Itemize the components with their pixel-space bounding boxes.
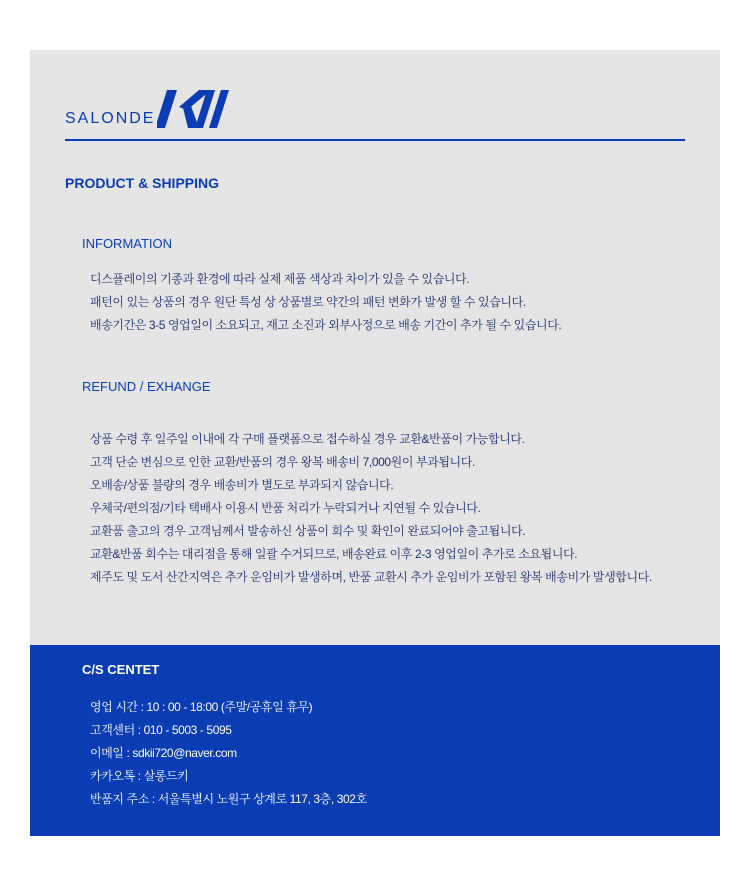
brand-logo	[65, 88, 243, 128]
refund-title: REFUND / EXHANGE	[82, 379, 211, 394]
kakaotalk-id: 카카오톡 : 살롱드키	[90, 769, 189, 783]
return-address: 반품지 주소 : 서울특별시 노원구 상계로 117, 3층, 302호	[90, 792, 367, 806]
cs-info-list	[90, 696, 367, 811]
brand-name: SALONDE	[65, 110, 156, 127]
information-title: INFORMATION	[82, 236, 173, 251]
email-address: 이메일 : sdkii720@naver.com	[90, 746, 237, 760]
list-item: 교환&반품 회수는 대리점을 통해 일괄 수거되므로, 배송완료 이후 2-3 영업일이 추가로 소요됩니다.	[90, 547, 578, 561]
business-hours: 영업 시간 : 10 : 00 - 18:00 (주말/공휴일 휴무)	[90, 700, 313, 714]
cs-title: C/S CENTET	[82, 662, 160, 677]
phone-number: 고객센터 : 010 - 5003 - 5095	[90, 723, 232, 737]
list-item: 상품 수령 후 일주일 이내에 각 구매 플랫폼으로 접수하실 경우 교환&반품이 가능합니다.	[90, 432, 525, 446]
list-item: 패턴이 있는 상품의 경우 원단 특성 상 상품별로 약간의 패턴 변화가 발생 할 수 있습니다.	[90, 295, 526, 309]
divider	[65, 139, 685, 141]
brand-mark-logo	[157, 90, 243, 128]
information-list	[90, 268, 561, 337]
list-item: 교환품 출고의 경우 고객님께서 발송하신 상품이 회수 및 확인이 완료되어야 출고됩니다.	[90, 524, 526, 538]
list-item: 고객 단순 변심으로 인한 교환/반품의 경우 왕복 배송비 7,000원이 부과됩니다.	[90, 455, 475, 469]
refund-list	[90, 428, 652, 589]
list-item: 디스플레이의 기종과 환경에 따라 실제 제품 색상과 차이가 있을 수 있습니다.	[90, 272, 470, 286]
list-item: 제주도 및 도서 산간지역은 추가 운임비가 발생하며, 반품 교환시 추가 운임비가 포함된 왕복 배송비가 발생합니다.	[90, 570, 652, 584]
list-item: 우체국/편의점/기타 택배사 이용시 반품 처리가 누락되거나 지연될 수 있습니다.	[90, 501, 481, 515]
list-item: 오배송/상품 불량의 경우 배송비가 별도로 부과되지 않습니다.	[90, 478, 394, 492]
section-title: PRODUCT & SHIPPING	[65, 175, 220, 191]
list-item: 배송기간은 3-5 영업일이 소요되고, 재고 소진과 외부사정으로 배송 기간이 추가 될 수 있습니다.	[90, 318, 562, 332]
